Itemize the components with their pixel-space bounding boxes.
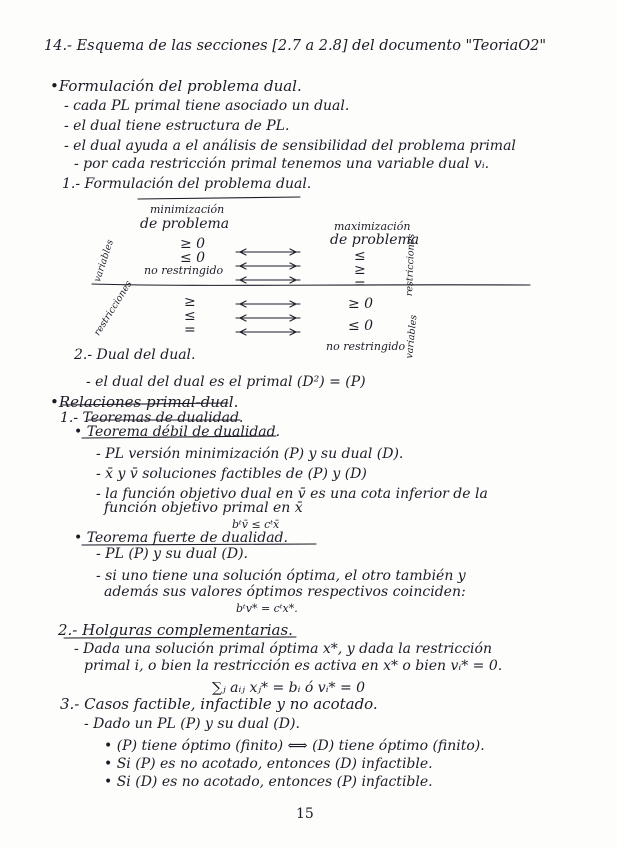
table-cell: ≥ — [354, 262, 366, 278]
bullet-line: - el dual del dual es el primal (D²) = (P) — [86, 374, 366, 390]
table-header-min: minimización — [150, 203, 225, 216]
strong-duality-heading: • Teorema fuerte de dualidad. — [74, 530, 288, 546]
table-cell: no restringido — [144, 264, 224, 277]
case-line: • (P) tiene óptimo (finito) ⟺ (D) tiene óptimo (finito). — [104, 738, 485, 754]
case-line: • Si (D) es no acotado, entonces (P) infactible. — [104, 774, 433, 790]
subheading-complementary-slackness: 2.- Holguras complementarias. — [58, 621, 293, 639]
table-header-max: maximización — [334, 220, 411, 233]
table-cell: ≥ 0 — [348, 296, 374, 312]
slackness-line: primal i, o bien la restricción es activa en x* o bien vᵢ* = 0. — [84, 658, 503, 674]
bullet-line: función objetivo primal en x̄ — [104, 500, 303, 516]
strong-duality-formula: bᵗv* = cᵗx*. — [236, 602, 298, 615]
weak-duality-formula: bᵗv̄ ≤ cᵗx̄ — [232, 518, 280, 531]
subheading-cases: 3.- Casos factible, infactible y no acotado. — [60, 695, 378, 713]
slackness-line: - Dada una solución primal óptima x*, y dada la restricción — [74, 641, 492, 657]
bullet-line: - el dual ayuda a el análisis de sensibilidad del problema primal — [64, 138, 516, 154]
table-header-min: de problema — [140, 216, 230, 232]
table-cell: ≤ — [354, 248, 366, 264]
side-label-restrictions: restricciones — [92, 279, 135, 338]
table-cell: ≤ — [184, 308, 196, 324]
bullet-line: - por cada restricción primal tenemos una variable dual vᵢ. — [74, 156, 490, 172]
side-label-variables: variables — [92, 238, 117, 284]
weak-duality-heading: • Teorema débil de dualidad. — [74, 424, 281, 440]
bullet-line: - el dual tiene estructura de PL. — [64, 118, 290, 134]
divider-line — [92, 284, 530, 285]
bullet-line: además sus valores óptimos respectivos coinciden: — [104, 584, 466, 600]
underline — [62, 403, 228, 405]
bullet-line: - cada PL primal tiene asociado un dual. — [64, 98, 350, 114]
table-cell: ≥ 0 — [180, 236, 206, 252]
side-label-restrictions: restricciones — [404, 233, 418, 297]
subheading-dual-of-dual: 2.- Dual del dual. — [74, 347, 196, 363]
bullet-line: - si uno tiene una solución óptima, el otro también y — [96, 568, 466, 584]
case-line: • Si (P) es no acotado, entonces (D) infactible. — [104, 756, 433, 772]
side-label-variables: variables — [404, 314, 420, 360]
subheading-duality-theorems: 1.- Teoremas de dualidad. — [60, 410, 244, 426]
page-number: 15 — [296, 806, 314, 822]
table-cell: ≤ 0 — [348, 318, 374, 334]
table-cell: no restringido — [326, 340, 406, 353]
table-cell: ≥ — [184, 294, 196, 310]
subheading-dual-formulation: 1.- Formulación del problema dual. — [62, 176, 312, 192]
table-cell: = — [354, 276, 366, 292]
table-cell: ≤ 0 — [180, 250, 206, 266]
bullet-line: - PL (P) y su dual (D). — [96, 546, 249, 562]
bullet-line: - x̄ y v̄ soluciones factibles de (P) y (D) — [96, 466, 367, 482]
page-title: 14.- Esquema de las secciones [2.7 a 2.8] del documento "TeoriaO2" — [44, 38, 547, 54]
slackness-formula: ∑ⱼ aᵢⱼ xⱼ* = bᵢ ó vᵢ* = 0 — [212, 680, 366, 696]
underline — [82, 436, 276, 438]
section-heading-primal-dual: •Relaciones primal-dual. — [50, 393, 239, 411]
table-cell: = — [184, 322, 196, 338]
cases-intro: - Dado un PL (P) y su dual (D). — [84, 716, 300, 732]
section-heading-dual-formulation: •Formulación del problema dual. — [50, 77, 302, 95]
table-header-max: de problema — [330, 232, 420, 248]
underline — [82, 544, 316, 545]
bullet-line: - la función objetivo dual en v̄ es una cota inferior de la — [96, 486, 488, 502]
bullet-line: - PL versión minimización (P) y su dual (D). — [96, 446, 404, 462]
underline — [64, 637, 296, 638]
